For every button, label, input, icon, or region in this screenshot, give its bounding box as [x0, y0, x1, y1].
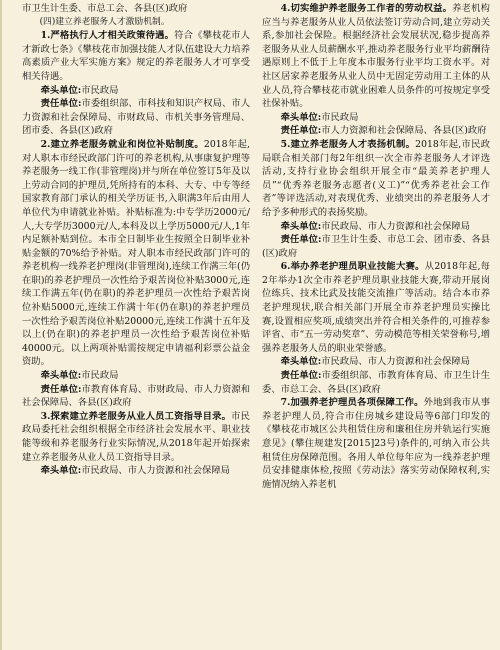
- lead-unit-line: [262, 220, 490, 234]
- unit-names: 市教育体育局、市财政局、市人力资源和社会保障局、各县(区)政府: [22, 383, 250, 409]
- lead-unit-line: [22, 464, 250, 478]
- responsible-unit-line: [262, 369, 490, 396]
- unit-label: 牵头单位:: [40, 465, 82, 477]
- unit-label: 牵头单位:: [280, 220, 322, 232]
- unit-names: 市民政局、市人力资源和社会保障局: [321, 220, 470, 232]
- unit-label: 责任单位:: [280, 125, 322, 137]
- lead-unit-line: [262, 111, 490, 125]
- unit-names: 市委组织部、市科技和知识产权局、市人力资源和社会保障局、市财政局、市机关事务管理局、团市委、各县(区)政府: [22, 98, 250, 137]
- unit-names: 市委组织部、市教育体育局、市卫生计生委、市总工会、各县(区)政府: [262, 370, 490, 395]
- unit-label: 牵头单位:: [40, 370, 82, 382]
- left-column: [22, 2, 250, 650]
- numbered-paragraph: [262, 138, 490, 220]
- unit-names: 市民政局: [81, 370, 119, 382]
- responsible-unit-line: [262, 124, 490, 138]
- numbered-paragraph: [262, 2, 490, 111]
- unit-names: 市民政局: [81, 84, 119, 96]
- paragraph-lead-heading: 2.建立养老服务就业和岗位补贴制度。: [40, 138, 204, 150]
- paragraph-body: 2018年起,对人职本市经民政部门许可的养老机构,从事康复护理等养老服务一线工作(非管理岗)并与所在单位签订5年及以上劳动合同的护理员,凭所持有的本科、大专、中专等经国家教育部门承认的相关学历证书,入职满3年后由用人单位代为申请就业补贴。补贴标准为:中专学历2000元/人,大专学历3000元/人,本科及以上学历5000元/人,1年内足额补贴到位。本市全日制毕业生按照全日制毕业补贴金额的70%给予补贴。对人职本市经民政部门许可的养老机构一线养老护理岗(非管理岗),连续工作满三年(仍在职)的养老护理员一次性给予艰苦岗位补贴3000元,连续工作满五年(仍在职)的养老护理员一次性给予艰苦岗位补贴5000元,连续工作满十年(仍在职)的养老护理员一次性给予艰苦岗位补贴20000元,连续工作满十五年及以上(仍在职)的养老护理员一次性给予艰苦岗位补贴40000元。以上两项补贴需按规定申请福利彩票公益金资助。: [22, 138, 250, 368]
- numbered-paragraph: [22, 138, 250, 369]
- responsible-unit-line: [22, 97, 250, 138]
- paragraph-body: 从2018年起,每2年举办1次全市养老护理员职业技能大赛,带动开展岗位练兵、技术比武及技能交流推广等活动。结合本市养老护理现状,联合相关部门开展全市养老护理员实操比赛,设置相应奖项,成绩突出并符合相关条件的,可推荐参评省、市“五一劳动奖章”、劳动模范等相关荣誉称号,增强养老服务人员的职业荣誉感。: [262, 261, 490, 354]
- unit-label: 牵头单位:: [40, 84, 82, 96]
- numbered-paragraph: [262, 260, 490, 355]
- right-column: [262, 2, 490, 650]
- paragraph-body: 符合《攀枝花市人才新政七条》《攀枝花市加强技能人才队伍建设大力培养高素质产业大军实施方案》规定的养老服务人才可享受相关待遇。: [22, 30, 250, 82]
- page-edge-rule: [0, 0, 2, 650]
- paragraph-body: 2018年起,市民政局联合相关部门每2年组织一次全市养老服务人才评选活动,支持行业协会组织开展全市“最美养老护理人员”“优秀养老服务志愿者(义工)”“优秀养老社会工作者”等评选活动,对表现优秀、业绩突出的养老服务人才给予多种形式的表扬奖励。: [262, 138, 490, 218]
- text-line: 市卫生计生委、市总工会、各县(区)政府: [22, 3, 188, 14]
- paragraph-body: 养老机构应当与养老服务从业人员依法签订劳动合同,建立劳动关系,参加社会保险。根据经济社会发展状况,稳步提高养老服务从业人员薪酬水平,推动养老服务行业平均薪酬待遇原则上不低于上年度本市服务行业平均工资水平。对社区居家养老服务从业人员中无固定劳动用工主体的从业人员,符合攀枝花市就业困难人员条件的可按规定享受社保补贴。: [262, 3, 490, 110]
- paragraph-lead-heading: 3.探索建立养老服务从业人员工资指导目录。: [40, 410, 232, 422]
- paragraph-lead-heading: 4.切实维护养老服务工作者的劳动权益。: [280, 3, 453, 14]
- numbered-paragraph: [22, 29, 250, 83]
- subsection-heading: (四)建立养老服务人才激励机制。: [39, 16, 170, 27]
- unit-names: 市民政局: [321, 111, 359, 123]
- unit-label: 牵头单位:: [280, 111, 322, 123]
- paragraph-body: 市民政局委托社会组织根据全市经济社会发展水平、职业技能等级和养老服务行业实际情况,从2018年起开始探索建立养老服务从业人员工资指导目录。: [22, 410, 250, 463]
- unit-names: 市卫生计生委、市总工会、团市委、各县(区)政府: [262, 234, 490, 259]
- unit-label: 责任单位:: [40, 98, 82, 110]
- responsible-unit-line: [22, 383, 250, 410]
- responsible-unit-line: [262, 233, 490, 260]
- unit-names: 市民政局、市人力资源和社会保障局: [321, 356, 470, 368]
- unit-label: 责任单位:: [280, 370, 322, 382]
- unit-label: 责任单位:: [40, 383, 82, 395]
- unit-names: 市人力资源和社会保障局、各县(区)政府: [321, 125, 487, 137]
- lead-unit-line: [262, 355, 490, 369]
- paragraph-lead-heading: 5.建立养老服务人才表扬机制。: [280, 138, 416, 150]
- numbered-paragraph: [262, 396, 490, 491]
- lead-unit-line: [22, 369, 250, 383]
- unit-label: 牵头单位:: [280, 356, 322, 368]
- numbered-paragraph: [22, 410, 250, 464]
- paragraph-lead-heading: 6.举办养老护理员职业技能大赛。: [280, 261, 425, 273]
- unit-label: 责任单位:: [280, 234, 322, 246]
- unit-names: 市民政局、市人力资源和社会保障局: [81, 465, 230, 477]
- lead-unit-line: [22, 84, 250, 98]
- paragraph-lead-heading: 7.加强养老护理员各项保障工作。: [280, 397, 424, 409]
- paragraph-lead-heading: 1.严格执行人才相关政策待遇。: [40, 30, 175, 42]
- paragraph-body: 外地到我市从事养老护理人员,符合市住房城乡建设局等6部门印发的《攀枝花市城区公共租赁住房和廉租住房并轨运行实施意见》(攀住规建发[2015]23号)条件的,可纳入市公共租赁住房保障范围。各用人单位每年应为一线养老护理员安排健康体检,按照《劳动法》落实劳动保障权利,实施情况纳入养老机: [262, 397, 490, 490]
